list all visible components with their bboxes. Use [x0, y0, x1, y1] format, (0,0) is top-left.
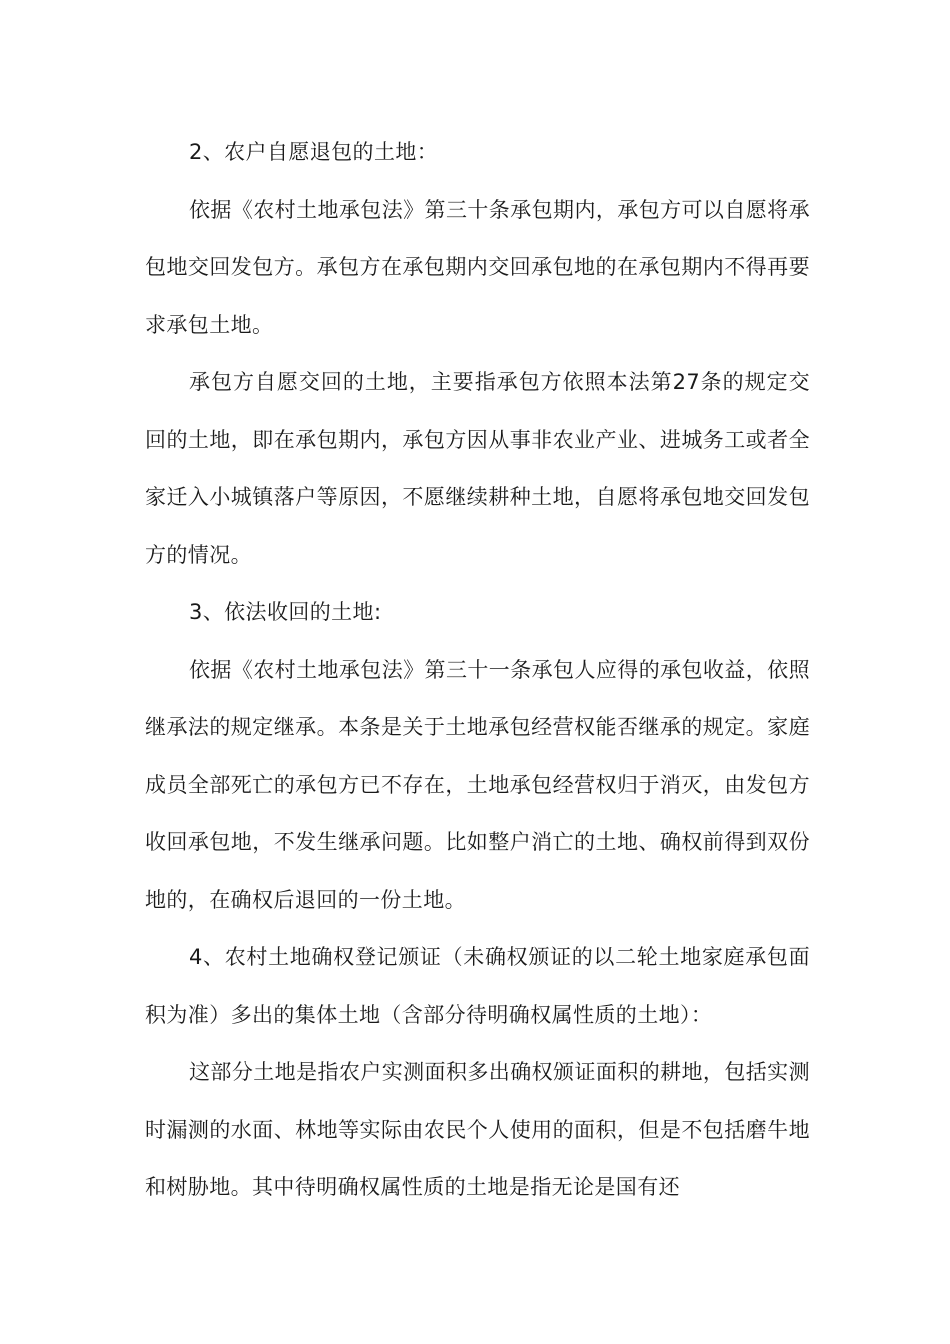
paragraph-voluntary-return: 承包方自愿交回的土地，主要指承包方依照本法第27条的规定交回的土地，即在承包期内，承包方因从事非农业产业、进城务工或者全家迁入小城镇落户等原因，不愿继续耕种土地，自愿将承包地交回发包方的情况。	[145, 370, 810, 567]
paragraph-heading-4: 4、农村土地确权登记颁证（未确权颁证的以二轮土地家庭承包面积为准）多出的集体土地（含部分待明确权属性质的土地）：	[145, 945, 810, 1027]
paragraph-surplus-land: 这部分土地是指农户实测面积多出确权颁证面积的耕地，包括实测时漏测的水面、林地等实际由农民个人使用的面积，但是不包括磨牛地和树胁地。其中待明确权属性质的土地是指无论是国有还	[145, 1060, 810, 1199]
paragraph-article-30: 依据《农村土地承包法》第三十条承包期内，承包方可以自愿将承包地交回发包方。承包方在承包期内交回承包地的在承包期内不得再要求承包土地。	[145, 197, 810, 337]
paragraph-article-31: 依据《农村土地承包法》第三十一条承包人应得的承包收益，依照继承法的规定继承。本条是关于土地承包经营权能否继承的规定。家庭成员全部死亡的承包方已不存在，土地承包经营权归于消灭，由发包方收回承包地，不发生继承问题。比如整户消亡的土地、确权前得到双份地的，在确权后退回的一份土地。	[145, 657, 810, 912]
document-body	[145, 124, 810, 1217]
paragraph-heading-2: 2、农户自愿退包的土地：	[189, 140, 439, 164]
paragraph-heading-3: 3、依法收回的土地:	[189, 600, 382, 624]
